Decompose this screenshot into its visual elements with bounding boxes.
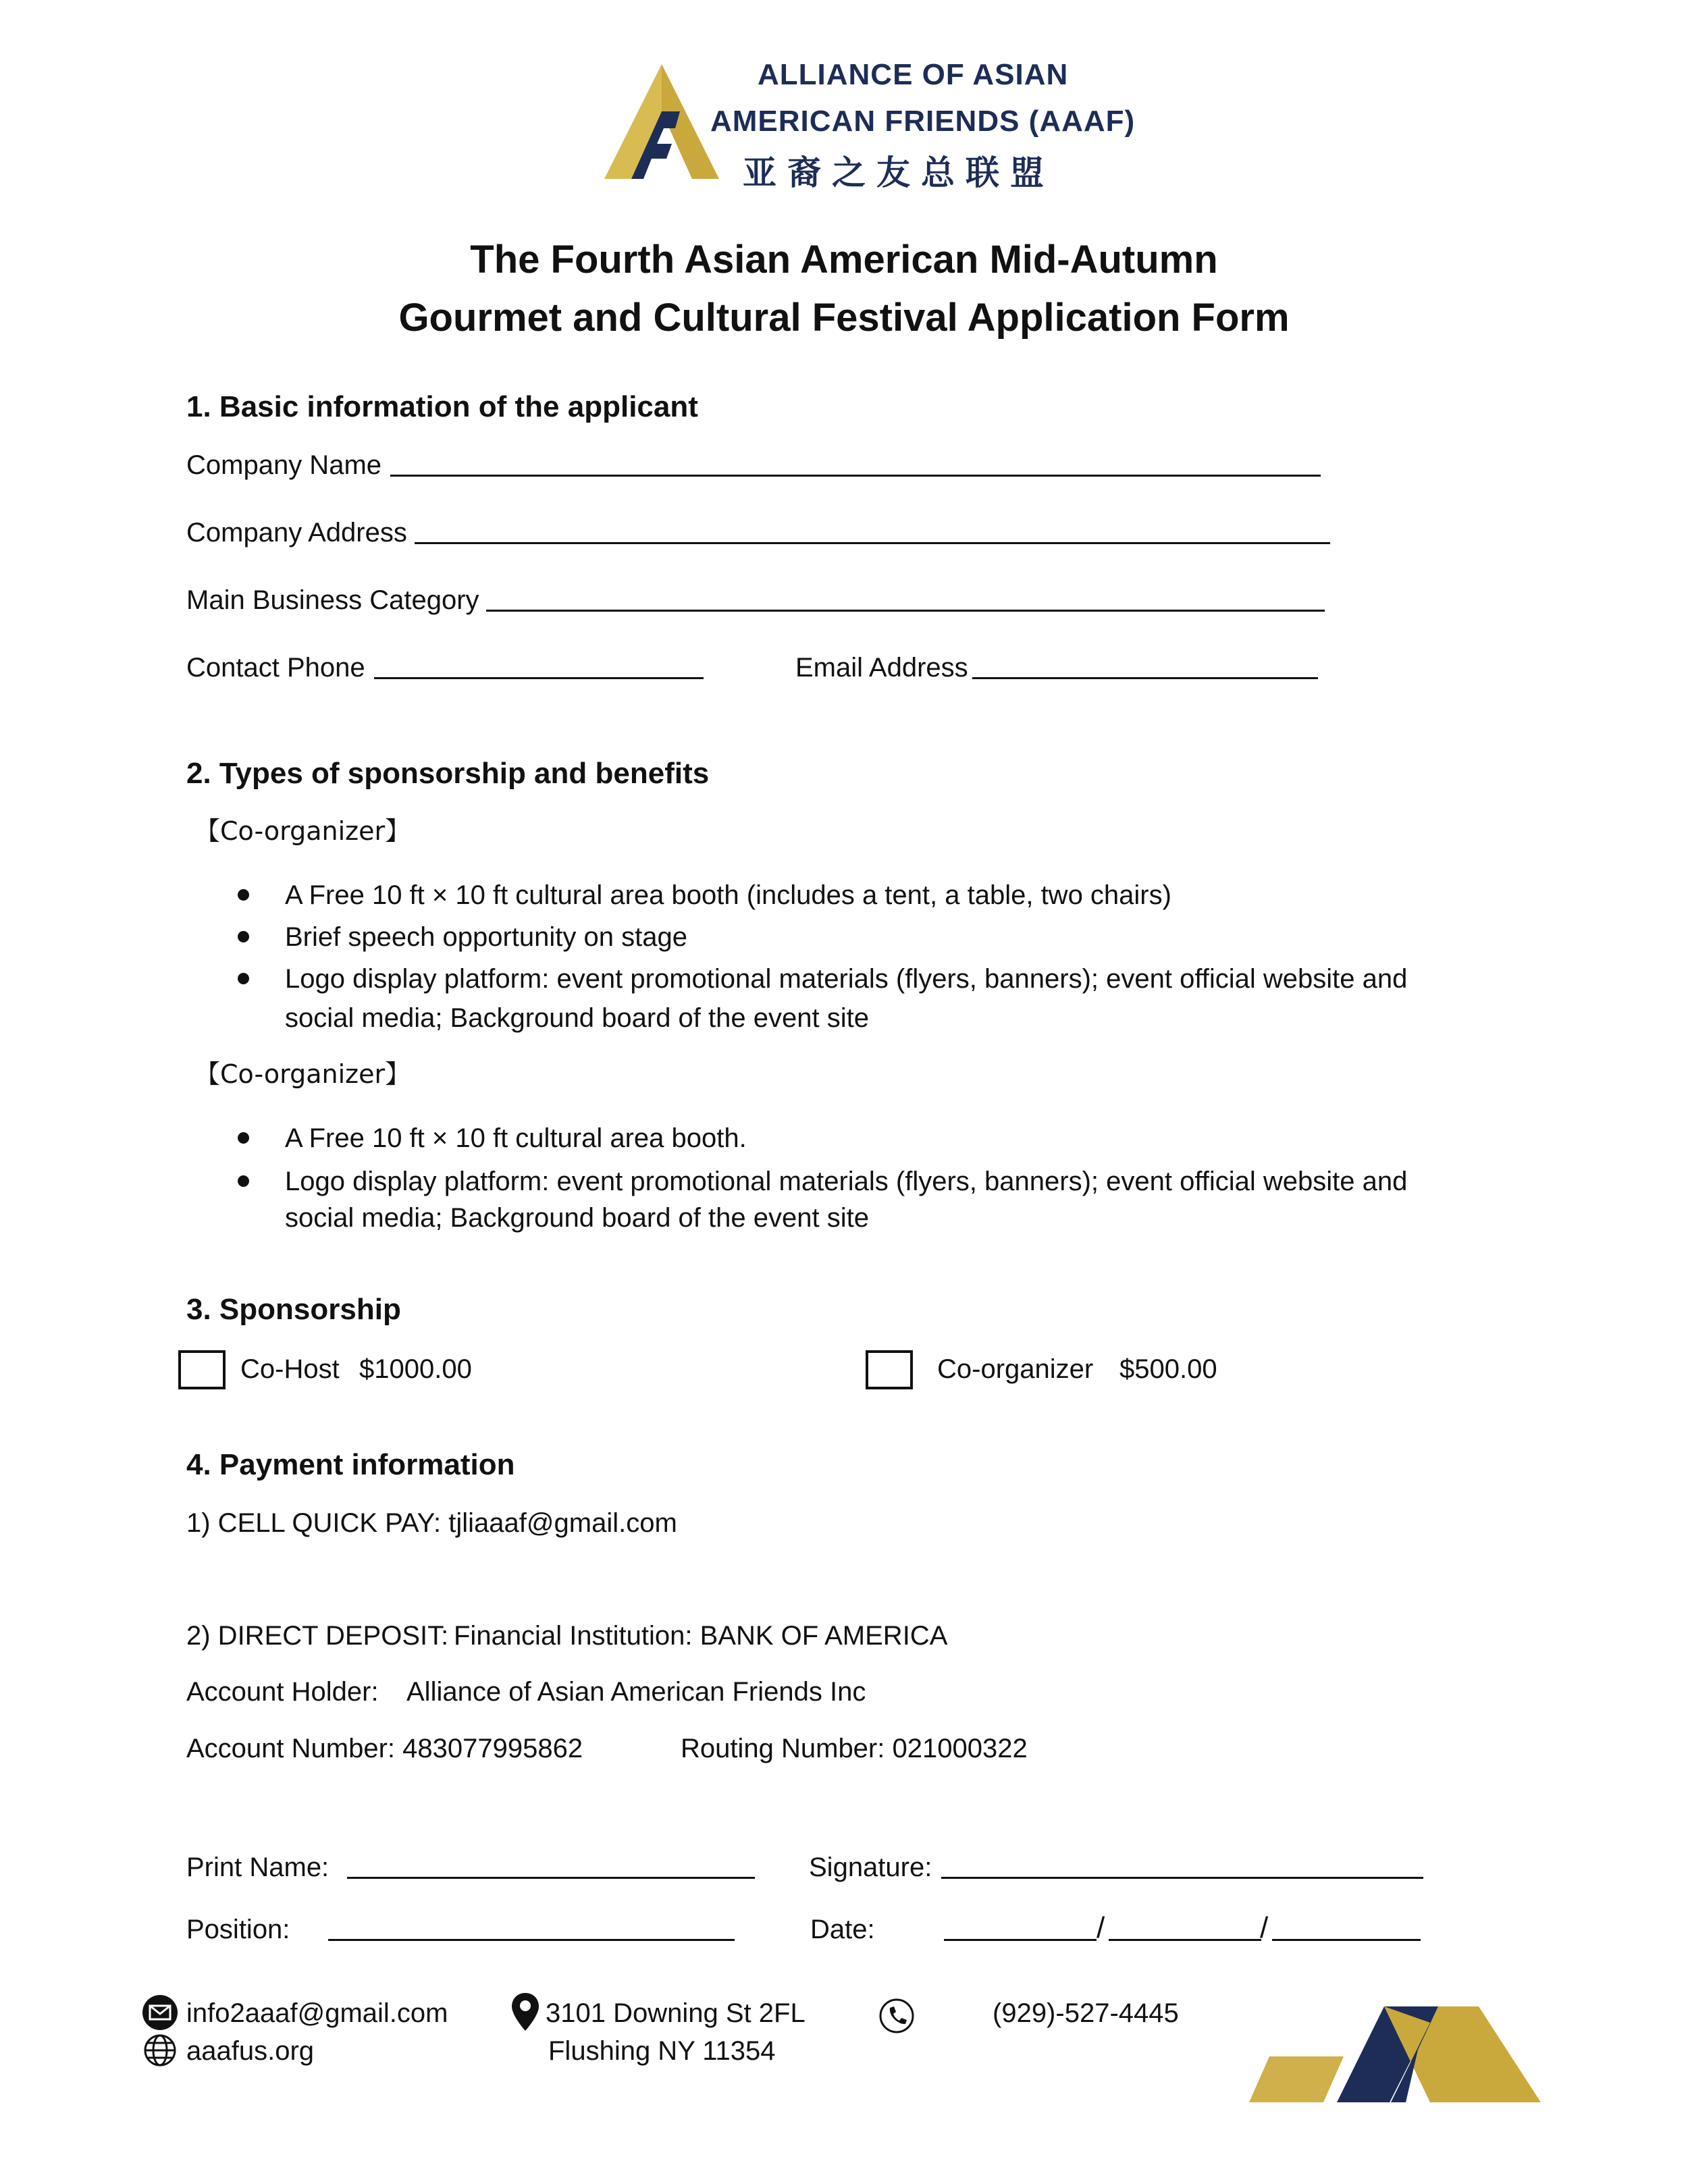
co-host-option-name: Co-Host [240,1354,340,1384]
date-day-field[interactable] [1109,1939,1261,1941]
signature-label: Signature: [809,1853,932,1882]
bullet-icon [238,1175,249,1187]
bullet-icon [238,889,249,901]
tier1-benefit-1: A Free 10 ft × 10 ft cultural area booth (includes a tent, a table, two chairs) [285,880,1171,910]
email-label: Email Address [795,653,968,683]
business-category-field[interactable] [486,610,1325,612]
form-title-line1: The Fourth Asian American Mid-Autumn [470,238,1218,282]
print-name-field[interactable] [347,1877,755,1879]
company-name-label: Company Name [186,450,382,480]
tier1-benefit-2: Brief speech opportunity on stage [285,922,687,952]
phone-icon [878,1997,916,2035]
tier2-label: 【Co-organizer】 [194,1059,411,1089]
bullet-icon [238,1132,249,1144]
position-label: Position: [186,1915,290,1944]
bullet-icon [238,931,249,942]
contact-phone-field[interactable] [374,677,704,679]
tier2-benefit-1: A Free 10 ft × 10 ft cultural area booth. [285,1123,747,1153]
co-host-checkbox[interactable] [178,1350,226,1389]
org-name-line1: ALLIANCE OF ASIAN [758,58,1069,91]
footer-mountain-logo-icon [1249,2002,1541,2102]
tier2-benefit-2-cont: social media; Background board of the event site [285,1203,869,1233]
org-name-line2: AMERICAN FRIENDS (AAAF) [710,105,1136,138]
form-title-line2: Gourmet and Cultural Festival Application Form [398,296,1290,340]
business-category-label: Main Business Category [186,585,479,615]
section4-heading: 4. Payment information [186,1448,515,1481]
co-organizer-checkbox[interactable] [866,1350,913,1389]
tier1-benefit-3-cont: social media; Background board of the event site [285,1003,869,1033]
footer-email[interactable]: info2aaaf@gmail.com [186,1998,448,2028]
co-organizer-option-name: Co-organizer [937,1354,1094,1384]
tier2-benefit-2: Logo display platform: event promotional materials (flyers, banners); event official website and [285,1167,1408,1196]
quick-pay-info: 1) CELL QUICK PAY: tjliaaaf@gmail.com [186,1508,677,1538]
co-host-option-price: $1000.00 [359,1354,472,1384]
routing-number: Routing Number: 021000322 [681,1734,1028,1763]
footer-website[interactable]: aaafus.org [186,2036,315,2066]
footer-address-line1: 3101 Downing St 2FL [546,1998,806,2028]
tier1-benefit-3: Logo display platform: event promotional materials (flyers, banners); event official website and [285,964,1408,994]
location-pin-icon [510,1992,540,2032]
financial-institution: Financial Institution: BANK OF AMERICA [454,1621,948,1651]
section1-heading: 1. Basic information of the applicant [186,390,698,423]
org-name-chinese: 亚裔之友总联盟 [743,153,1055,192]
email-icon [142,1994,178,2031]
account-holder-value: Alliance of Asian American Friends Inc [406,1677,866,1707]
email-field[interactable] [972,677,1318,679]
direct-deposit-label: 2) DIRECT DEPOSIT: [186,1621,449,1651]
company-address-label: Company Address [186,518,407,548]
date-year-field[interactable] [1272,1939,1421,1941]
globe-icon [143,2033,177,2067]
account-holder-label: Account Holder: [186,1677,379,1707]
tier1-label: 【Co-organizer】 [194,816,411,846]
date-label: Date: [810,1915,875,1944]
signature-field[interactable] [941,1877,1423,1879]
company-address-field[interactable] [415,542,1330,544]
position-field[interactable] [328,1939,735,1941]
footer-phone: (929)-527-4445 [993,1998,1179,2028]
section2-heading: 2. Types of sponsorship and benefits [186,757,710,790]
account-number: Account Number: 483077995862 [186,1734,583,1763]
section3-heading: 3. Sponsorship [186,1293,401,1326]
footer-address-line2: Flushing NY 11354 [548,2036,776,2066]
co-organizer-option-price: $500.00 [1119,1354,1217,1384]
aaaf-logo-icon [604,64,719,179]
contact-phone-label: Contact Phone [186,653,365,683]
print-name-label: Print Name: [186,1853,329,1882]
date-separator-2: / [1260,1911,1269,1944]
company-name-field[interactable] [390,475,1321,477]
date-month-field[interactable] [944,1939,1097,1941]
date-separator-1: / [1097,1911,1105,1944]
bullet-icon [238,973,249,984]
